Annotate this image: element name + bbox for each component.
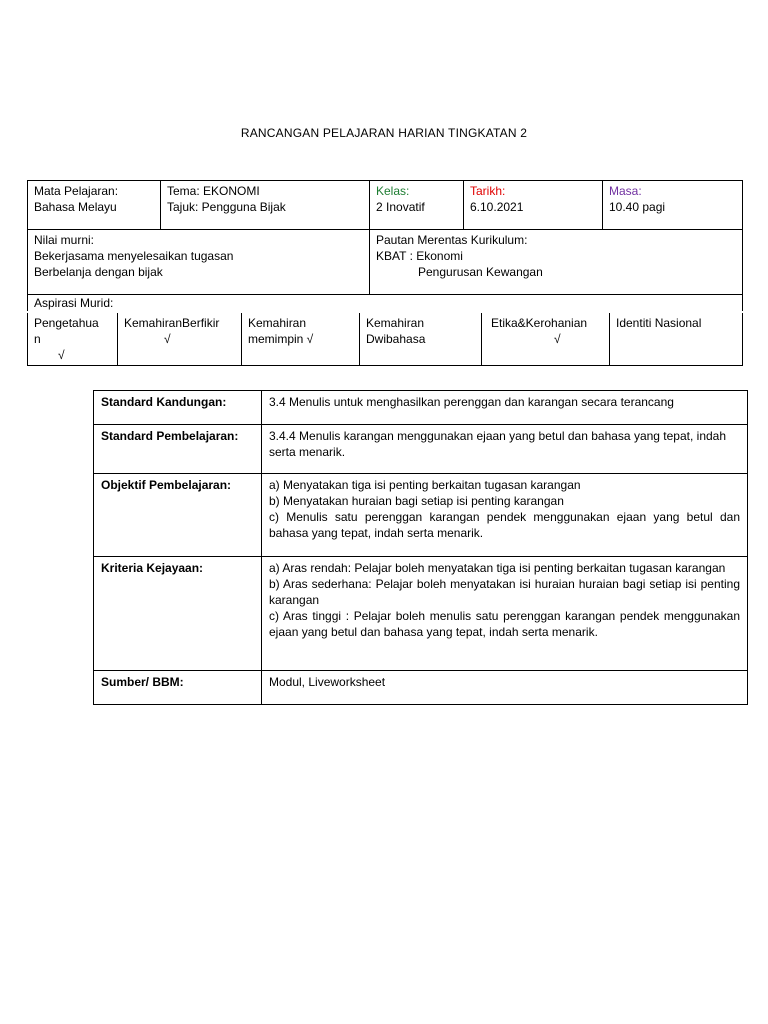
- date-label: Tarikh:: [470, 184, 506, 198]
- content-standard-label: Standard Kandungan:: [94, 391, 262, 425]
- aspiration-leadership: [242, 313, 360, 366]
- check-mark-icon: √: [164, 332, 171, 346]
- check-mark-icon: √: [58, 348, 65, 362]
- resources-label: Sumber/ BBM:: [94, 671, 262, 705]
- success-criteria-item-a: a) Aras rendah: Pelajar boleh menyatakan tiga isi penting berkaitan tugasan karangan: [269, 561, 726, 575]
- check-mark-icon: √: [554, 332, 561, 346]
- aspiration-text: Etika&Kerohanian: [491, 316, 588, 330]
- aspiration-text: Kemahiran: [248, 316, 307, 330]
- aspiration-national-identity: [610, 313, 743, 366]
- objective-value: [262, 474, 748, 557]
- cross-curriculum-item-1: KBAT : Ekonomi: [376, 249, 463, 263]
- objective-item-a: a) Menyatakan tiga isi penting berkaitan tugasan karangan: [269, 478, 581, 492]
- date-cell: [464, 181, 603, 230]
- aspiration-ethics: [482, 313, 610, 366]
- aspiration-text-2: Dwibahasa: [366, 332, 426, 346]
- values-item-2: Berbelanja dengan bijak: [34, 265, 163, 279]
- date-value: 6.10.2021: [470, 200, 524, 214]
- subject-cell: [28, 181, 161, 230]
- objective-item-c: c) Menulis satu perenggan karangan pendek menggunakan ejaan yang betul dan bahasa yang tepat, indah serta menarik.: [269, 510, 740, 540]
- resources-value: Modul, Liveworksheet: [262, 671, 748, 705]
- objective-item-b: b) Menyatakan huraian bagi setiap isi penting karangan: [269, 494, 564, 508]
- theme-cell: [161, 181, 370, 230]
- time-label: Masa:: [609, 184, 642, 198]
- objective-label: Objektif Pembelajaran:: [94, 474, 262, 557]
- aspiration-label: Aspirasi Murid:: [34, 296, 114, 310]
- lesson-plan-table: [93, 390, 748, 705]
- time-value: 10.40 pagi: [609, 200, 666, 214]
- values-item-1: Bekerjasama menyelesaikan tugasan: [34, 249, 234, 263]
- aspiration-header-cell: [28, 295, 743, 312]
- content-standard-value: 3.4 Menulis untuk menghasilkan perenggan dan karangan secara terancang: [262, 391, 748, 425]
- aspiration-knowledge: [28, 313, 118, 366]
- aspiration-text-2: memimpin √: [248, 332, 314, 346]
- aspiration-text: KemahiranBerfikir: [124, 316, 220, 330]
- page-title: RANCANGAN PELAJARAN HARIAN TINGKATAN 2: [240, 126, 528, 140]
- topic-text: Tajuk: Pengguna Bijak: [167, 200, 286, 214]
- class-cell: [370, 181, 464, 230]
- values-cell: [28, 230, 370, 295]
- aspiration-table: [27, 313, 743, 366]
- aspiration-text: Identiti Nasional: [616, 316, 702, 330]
- success-criteria-label: Kriteria Kejayaan:: [94, 557, 262, 671]
- aspiration-text: Pengetahua: [34, 316, 99, 330]
- lesson-info-table: [27, 180, 743, 311]
- class-label: Kelas:: [376, 184, 410, 198]
- success-criteria-item-b: b) Aras sederhana: Pelajar boleh menyatakan isi huraian huraian bagi setiap isi penting karangan: [269, 577, 740, 607]
- class-value: 2 Inovatif: [376, 200, 425, 214]
- success-criteria-value: [262, 557, 748, 671]
- aspiration-text-2: n: [34, 332, 41, 346]
- learning-standard-value: 3.4.4 Menulis karangan menggunakan ejaan yang betul dan bahasa yang tepat, indah serta menarik.: [262, 425, 748, 474]
- aspiration-thinking: [118, 313, 242, 366]
- learning-standard-label: Standard Pembelajaran:: [94, 425, 262, 474]
- aspiration-text: Kemahiran: [366, 316, 425, 330]
- subject-label: Mata Pelajaran:: [34, 184, 119, 198]
- values-label: Nilai murni:: [34, 233, 95, 247]
- theme-text: Tema: EKONOMI: [167, 184, 260, 198]
- time-cell: [603, 181, 743, 230]
- aspiration-bilingual: [360, 313, 482, 366]
- success-criteria-item-c: c) Aras tinggi : Pelajar boleh menulis satu perenggan karangan pendek menggunakan ejaan yang betul dan bahasa yang tepat, indah serta menarik.: [269, 609, 740, 639]
- subject-value: Bahasa Melayu: [34, 200, 117, 214]
- cross-curriculum-cell: [370, 230, 743, 295]
- cross-curriculum-item-2: Pengurusan Kewangan: [418, 265, 543, 279]
- cross-curriculum-label: Pautan Merentas Kurikulum:: [376, 233, 528, 247]
